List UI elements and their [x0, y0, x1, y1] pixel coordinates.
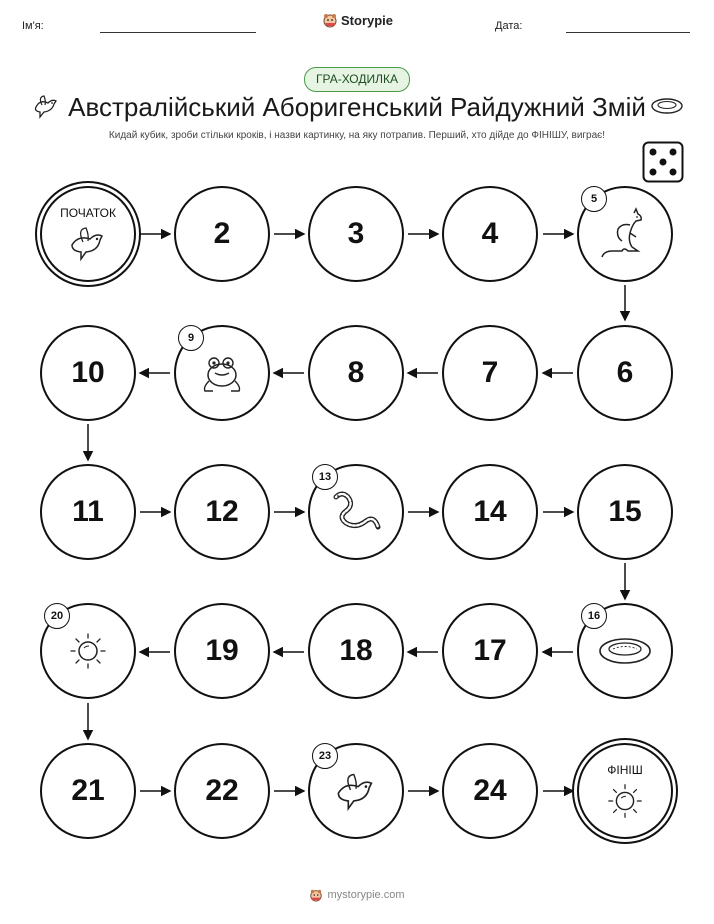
game-type-pill: ГРА-ХОДИЛКА — [304, 67, 410, 92]
kangaroo-icon — [598, 207, 652, 261]
name-line[interactable] — [100, 32, 256, 33]
cell-number-badge: 23 — [312, 743, 338, 769]
cell-12[interactable]: 12 — [174, 464, 270, 560]
date-label: Дата: — [495, 20, 523, 32]
cell-number-badge: 9 — [178, 325, 204, 351]
cell-20[interactable] — [40, 603, 136, 699]
cell-11[interactable]: 11 — [40, 464, 136, 560]
cell-18[interactable]: 18 — [308, 603, 404, 699]
cell-10[interactable]: 10 — [40, 325, 136, 421]
date-line[interactable] — [566, 32, 690, 33]
sun-icon — [66, 629, 110, 673]
cell-2[interactable]: 2 — [174, 186, 270, 282]
instructions: Кидай кубик, зроби стільки кроків, і назви картинку, на яку потрапив. Перший, хто дійде до ФІНІШУ, виграє! — [108, 130, 606, 141]
cell-17[interactable]: 17 — [442, 603, 538, 699]
cell-21[interactable]: 21 — [40, 743, 136, 839]
cell-24[interactable]: 24 — [442, 743, 538, 839]
cell-7[interactable]: 7 — [442, 325, 538, 421]
name-label: Ім'я: — [22, 20, 44, 32]
footer-link[interactable]: mystorypie.com — [327, 889, 405, 901]
cell-5[interactable] — [577, 186, 673, 282]
cell-3[interactable]: 3 — [308, 186, 404, 282]
start-label: ПОЧАТОК — [60, 206, 116, 220]
cell-15[interactable]: 15 — [577, 464, 673, 560]
cell-14[interactable]: 14 — [442, 464, 538, 560]
bird-icon — [331, 769, 381, 813]
storypie-mascot-icon — [322, 12, 338, 28]
cell-16[interactable] — [577, 603, 673, 699]
brand-logo — [322, 12, 393, 28]
finish-label: ФІНІШ — [607, 763, 643, 777]
cell-number-badge: 5 — [581, 186, 607, 212]
cell-finish[interactable] — [577, 743, 673, 839]
cell-start[interactable] — [40, 186, 136, 282]
cell-13[interactable] — [308, 464, 404, 560]
snake-icon — [328, 487, 384, 537]
footer — [0, 888, 714, 902]
storypie-mascot-icon — [309, 888, 323, 902]
cell-8[interactable]: 8 — [308, 325, 404, 421]
cell-4[interactable]: 4 — [442, 186, 538, 282]
cell-22[interactable]: 22 — [174, 743, 270, 839]
waterhole-icon — [597, 634, 653, 668]
cell-number-badge: 16 — [581, 603, 607, 629]
cell-number-badge: 13 — [312, 464, 338, 490]
cell-23[interactable] — [308, 743, 404, 839]
page-title: Австралійський Аборигенський Райдужний Змій — [68, 92, 646, 122]
cell-9[interactable] — [174, 325, 270, 421]
frog-icon — [197, 351, 247, 395]
cell-number-badge: 20 — [44, 603, 70, 629]
cell-19[interactable]: 19 — [174, 603, 270, 699]
cell-6[interactable]: 6 — [577, 325, 673, 421]
dice-icon — [642, 141, 684, 183]
sun-icon — [604, 780, 646, 822]
brand-name: Storypie — [341, 12, 394, 28]
bird-icon — [66, 223, 110, 263]
